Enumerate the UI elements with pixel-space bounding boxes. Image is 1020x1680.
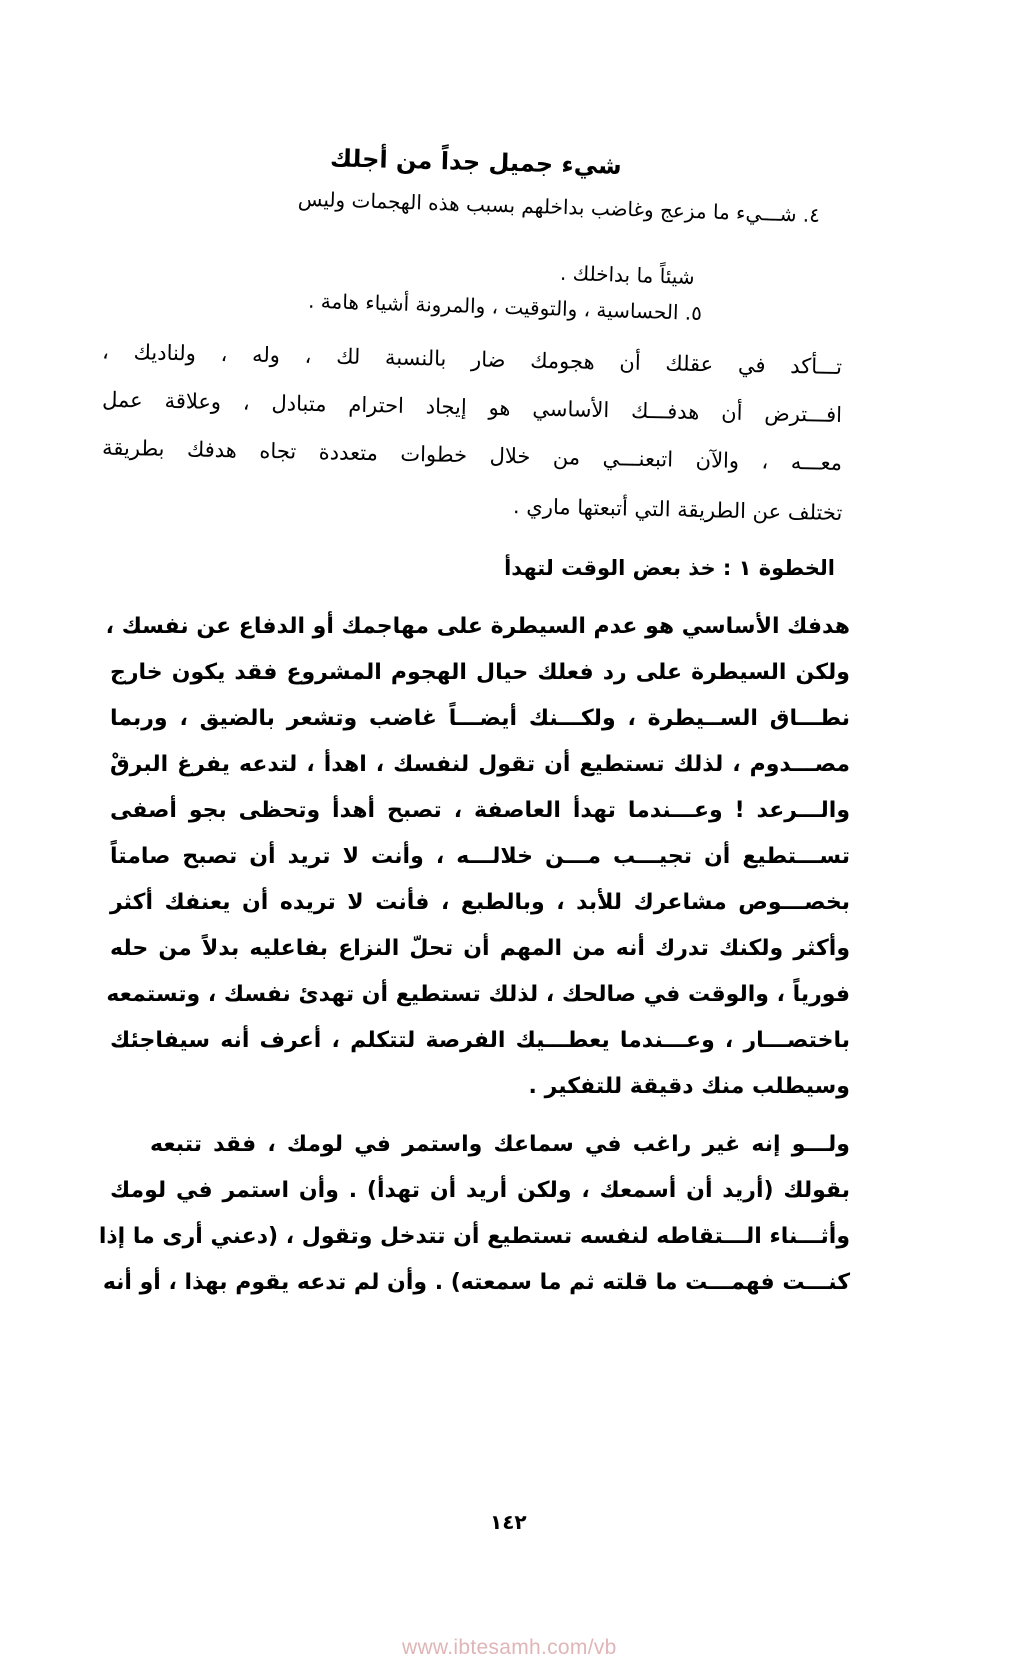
step-line-8: وأكثر ولكنك تدرك أنه من المهم أن تحلّ النزاع بفاعليه بدلاً من حله: [110, 936, 850, 961]
step-line-6: تســـتطيع أن تجيـــب مـــن خلالـــه ، وأنت لا تريد أن تصبح صامتاً: [110, 844, 850, 869]
final-line-2: بقولك (أريد أن أسمعك ، ولكن أريد أن تهدأ) . وأن استمر في لومك: [110, 1178, 850, 1203]
list-item-4-line-2: شيئاً ما بداخلك .: [560, 260, 696, 289]
list-item-5: ٥. الحساسية ، والتوقيت ، والمرونة أشياء هامة .: [307, 288, 703, 325]
intro-line-3: معـــه ، والآن اتبعنـــي من خلال خطوات متعددة تجاه هدفك بطريقة: [101, 435, 843, 475]
page-title: شيء جميل جداً من أجلك: [329, 144, 623, 180]
step-line-11: وسيطلب منك دقيقة للتفكير .: [528, 1074, 850, 1099]
intro-line-4: تختلف عن الطريقة التي أتبعتها ماري .: [512, 494, 843, 525]
step-line-1: هدفك الأساسي هو عدم السيطرة على مهاجمك أو الدفاع عن نفسك ،: [105, 614, 850, 639]
intro-line-2: افـــترض أن هدفـــك الأساسي هو إيجاد احترام متبادل ، وعلاقة عمل: [101, 387, 843, 427]
intro-line-1: تـــأكد في عقلك أن هجومك ضار بالنسبة لك ، وله ، ولناديك ،: [101, 339, 843, 379]
final-line-3: وأثـــناء الـــتقاطه لنفسه تستطيع أن تتدخل وتقول ، (دعني أرى ما إذا: [98, 1224, 850, 1249]
step-line-9: فورياً ، والوقت في صالحك ، لذلك تستطيع أن تهدئ نفسك ، وتستمعه: [106, 982, 850, 1007]
step-line-3: نطـــاق الســيطرة ، ولكـــنك أيضـــاً غاضب وتشعر بالضيق ، وربما: [110, 706, 850, 731]
step-1-heading: الخطوة ١ : خذ بعض الوقت لتهدأ: [504, 556, 835, 580]
final-line-4: كنـــت فهمـــت ما قلته ثم ما سمعته) . وأن لم تدعه يقوم بهذا ، أو أنه: [102, 1270, 850, 1295]
final-line-1: ولـــو إنه غير راغب في سماعك واستمر في لومك ، فقد تتبعه: [150, 1132, 850, 1157]
list-item-4-line-1: ٤. شـــيء ما مزعج وغاضب بداخلهم بسبب هذه الهجمات وليس: [297, 186, 821, 227]
step-line-5: والـــرعد ! وعـــندما تهدأ العاصفة ، تصبح أهدأ وتحظى بجو أصفى: [110, 798, 850, 823]
step-line-10: باختصـــار ، وعـــندما يعطـــيك الفرصة لتتكلم ، أعرف أنه سيفاجئك: [110, 1028, 850, 1053]
step-line-4: مصـــدوم ، لذلك تستطيع أن تقول لنفسك ، اهدأ ، لتدعه يفرغ البرقْ: [110, 752, 850, 777]
watermark-link: www.ibtesamh.com/vb: [402, 1636, 617, 1659]
step-line-7: بخصـــوص مشاعرك للأبد ، وبالطبع ، فأنت لا تريده أن يعنفك أكثر: [110, 890, 850, 915]
step-line-2: ولكن السيطرة على رد فعلك حيال الهجوم المشروع فقد يكون خارج: [110, 660, 850, 685]
page-number: ١٤٢: [490, 1510, 527, 1534]
